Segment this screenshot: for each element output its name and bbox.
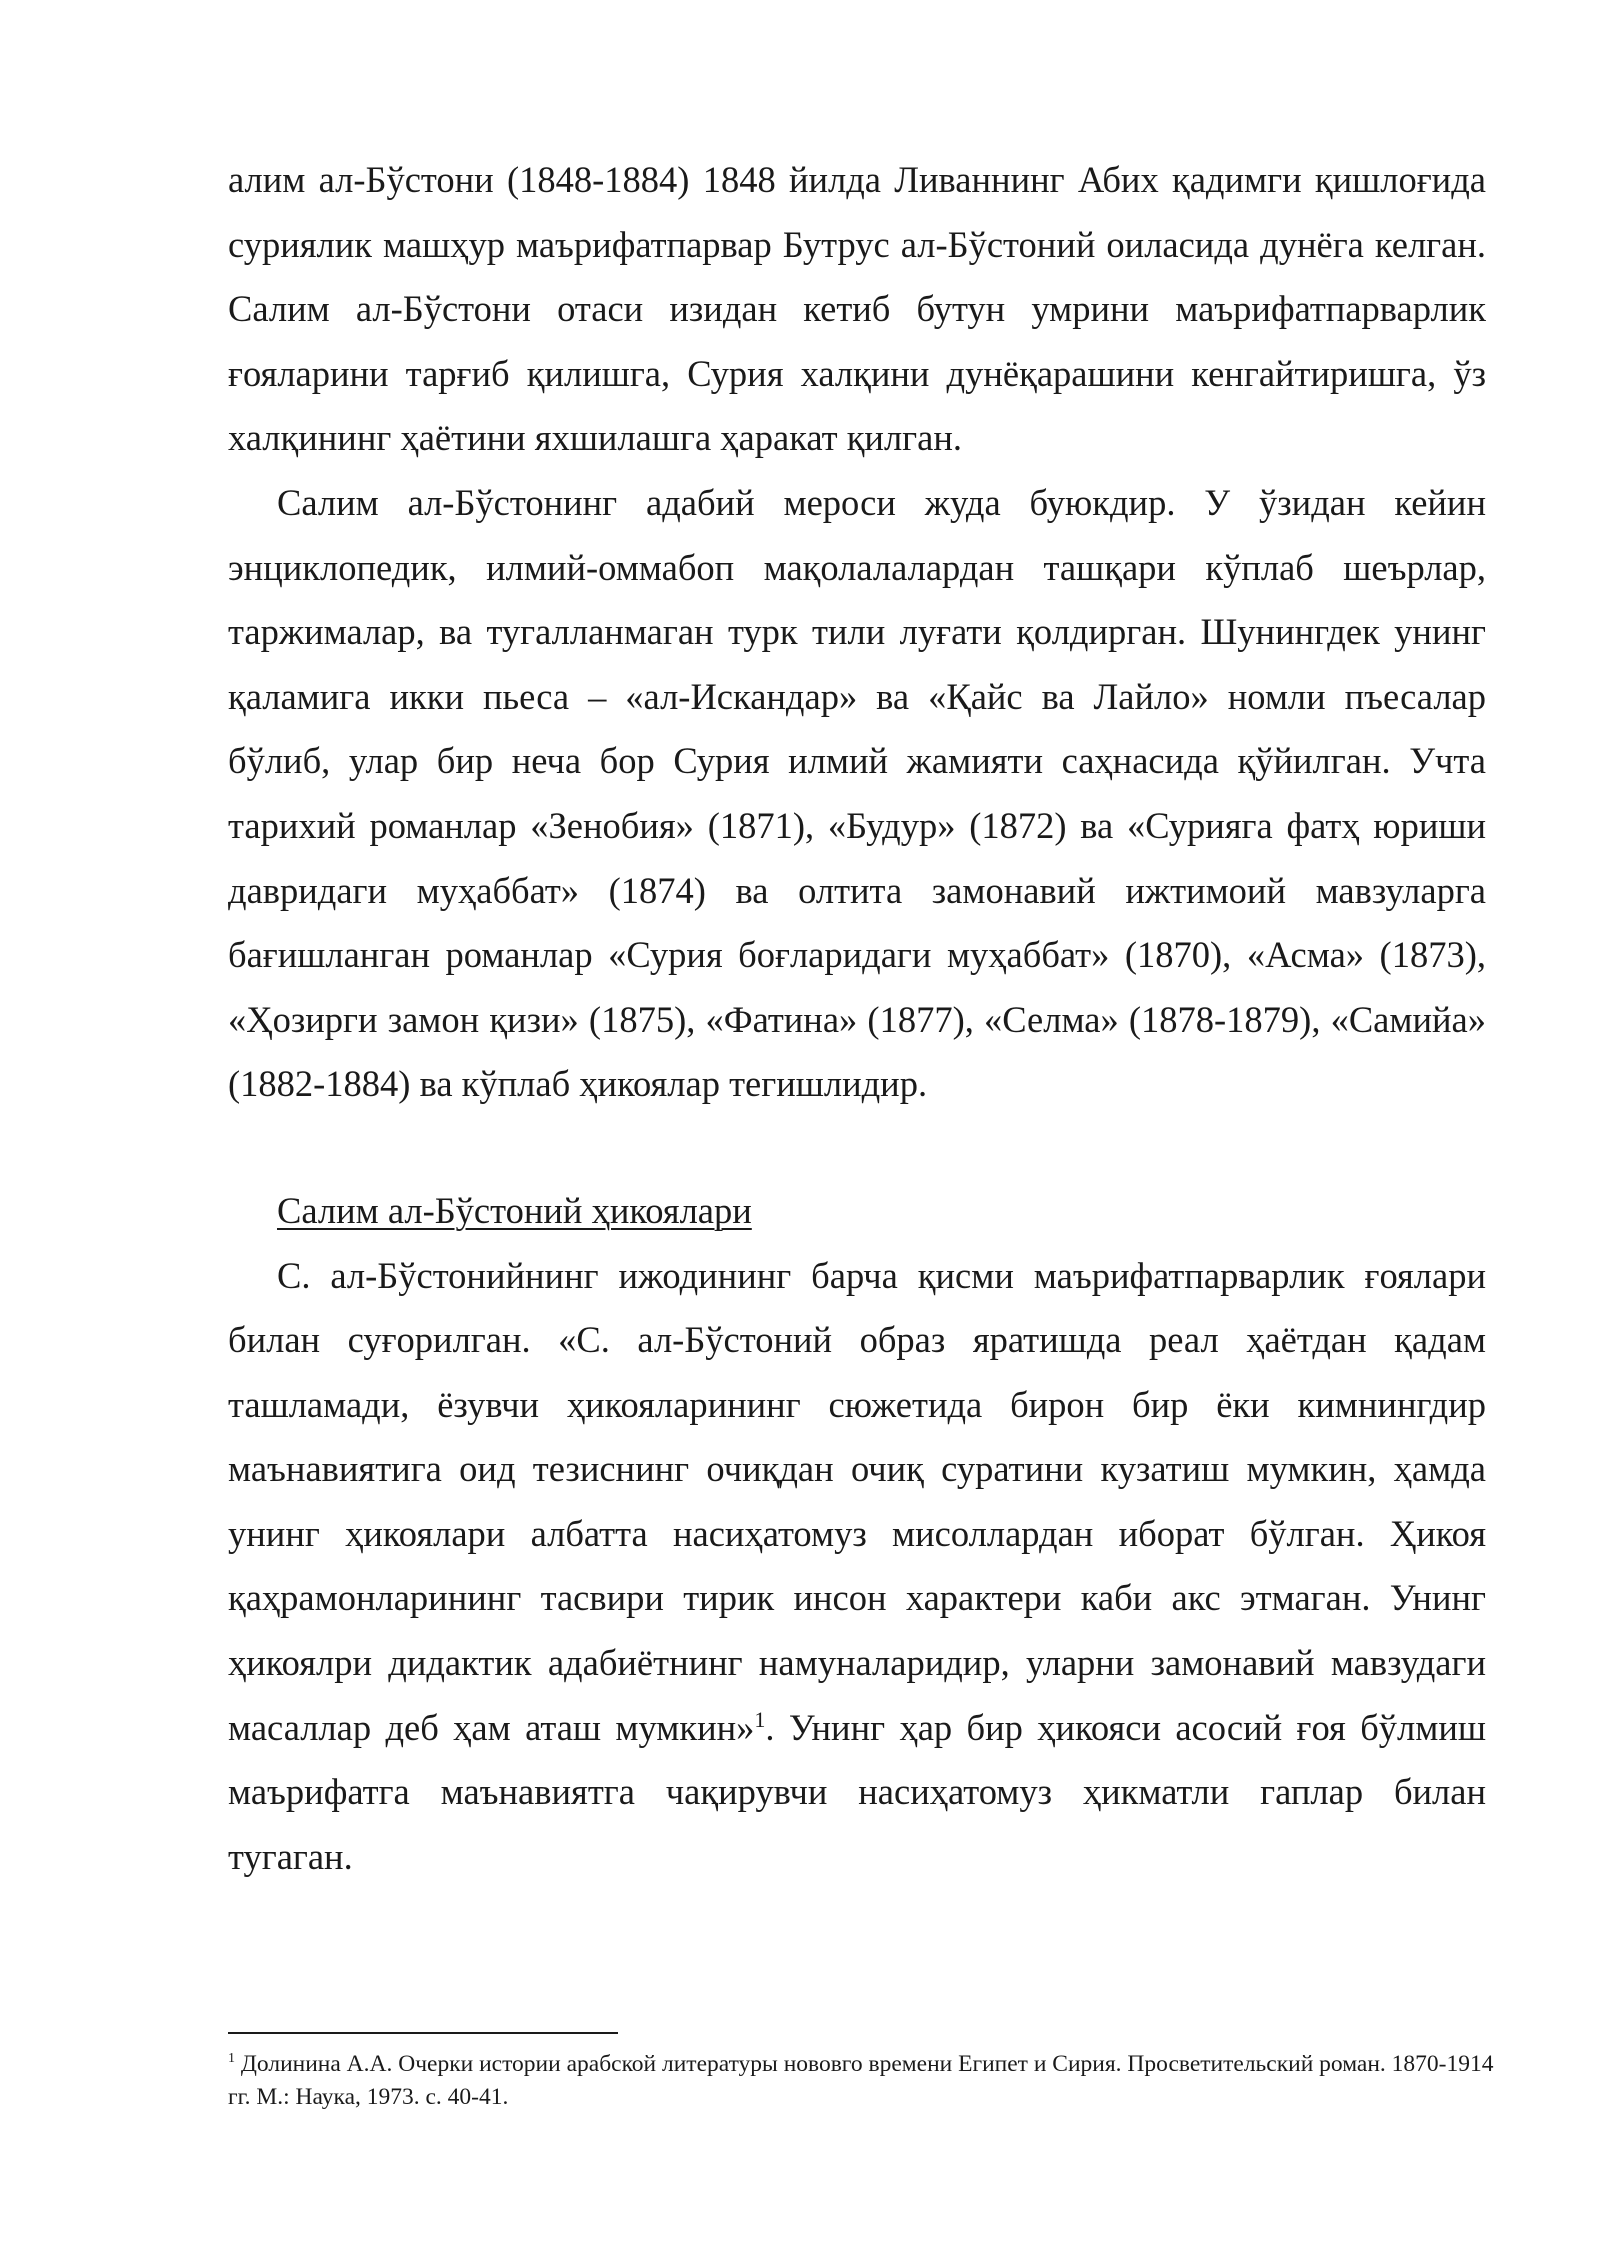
footnote-reference[interactable]: 1 <box>754 1706 766 1732</box>
footnote <box>228 2048 1498 2114</box>
paragraph-continuation: алим ал-Бўстони (1848-1884) 1848 йилда Ливаннинг Абих қадимги қишлоғида суриялик машҳур маърифатпарвар Бутрус ал-Бўстоний оиласида дунёга келган. Салим ал-Бўстони отаси изидан кетиб бутун умрини маърифатпарварлик ғояларини тарғиб қилишга, Сурия халқини дунёқарашини кенгайтиришга, ўз халқининг ҳаётини яхшилашга ҳаракат қилган. <box>228 159 1486 459</box>
section-heading <box>228 1179 1486 1244</box>
paragraph-literary-heritage: Салим ал-Бўстонинг адабий мероси жуда буюкдир. У ўзидан кейин энциклопедик, илмий-оммабоп мақолалалардан ташқари кўплаб шеърлар, таржималар, ва тугалланмаган турк тили луғати қолдирган. Шунингдек унинг қаламига икки пьеса – «ал-Искандар» ва «Қайс ва Лайло» номли пъесалар бўлиб, улар бир неча бор Сурия илмий жамияти саҳнасида қўйилган. Учта тарихий романлар «Зенобия» (1871), «Будур» (1872) ва «Сурияга фатҳ юриши давридаги муҳаббат» (1874) ва олтита замонавий ижтимоий мавзуларга бағишланган романлар «Сурия боғларидаги муҳаббат» (1870), «Асма» (1873), «Ҳозирги замон қизи» (1875), «Фатина» (1877), «Селма» (1878-1879), «Самийа» (1882-1884) ва кўплаб ҳикоялар тегишлидир. <box>228 481 1486 1105</box>
footnote-separator <box>228 2032 618 2034</box>
footnote-text: Долинина А.А. Очерки истории арабской литературы нововго времени Египет и Сирия. Просветительский роман. 1870-1914 гг. М.: Наука, 1973. с. 40-41. <box>228 2051 1494 2110</box>
section-heading-text: Салим ал-Бўстоний ҳикоялари <box>277 1189 752 1231</box>
paragraph-stories-text-a: С. ал-Бўстонийнинг ижодининг барча қисми маърифатпарварлик ғоялари билан суғорилган. «С. ал-Бўстоний образ яратишда реал ҳаётдан қадам ташламади, ёзувчи ҳикояларининг сюжетида бирон бир ёки кимнингдир маънавиятига оид тезиснинг очиқдан очиқ суратини кузатиш мумкин, ҳамда унинг ҳикоялари албатта насиҳатомуз мисоллардан иборат бўлган. Ҳикоя қаҳрамонларининг тасвири тирик инсон характери каби акс этмаган. Унинг ҳикоялри дидактик адабиётнинг намуналаридир, уларни замонавий мавзудаги масаллар деб ҳам аташ мумкин» <box>228 1254 1486 1748</box>
document-page <box>228 148 1486 1889</box>
paragraph-stories-text-b: . Унинг ҳар бир ҳикояси асосий ғоя бўлмиш маърифатга маънавиятга чақирувчи насиҳатомуз ҳикматли гаплар билан тугаган. <box>228 1706 1486 1877</box>
footnote-mark: 1 <box>228 2051 235 2067</box>
paragraph-stories <box>228 1244 1486 1890</box>
